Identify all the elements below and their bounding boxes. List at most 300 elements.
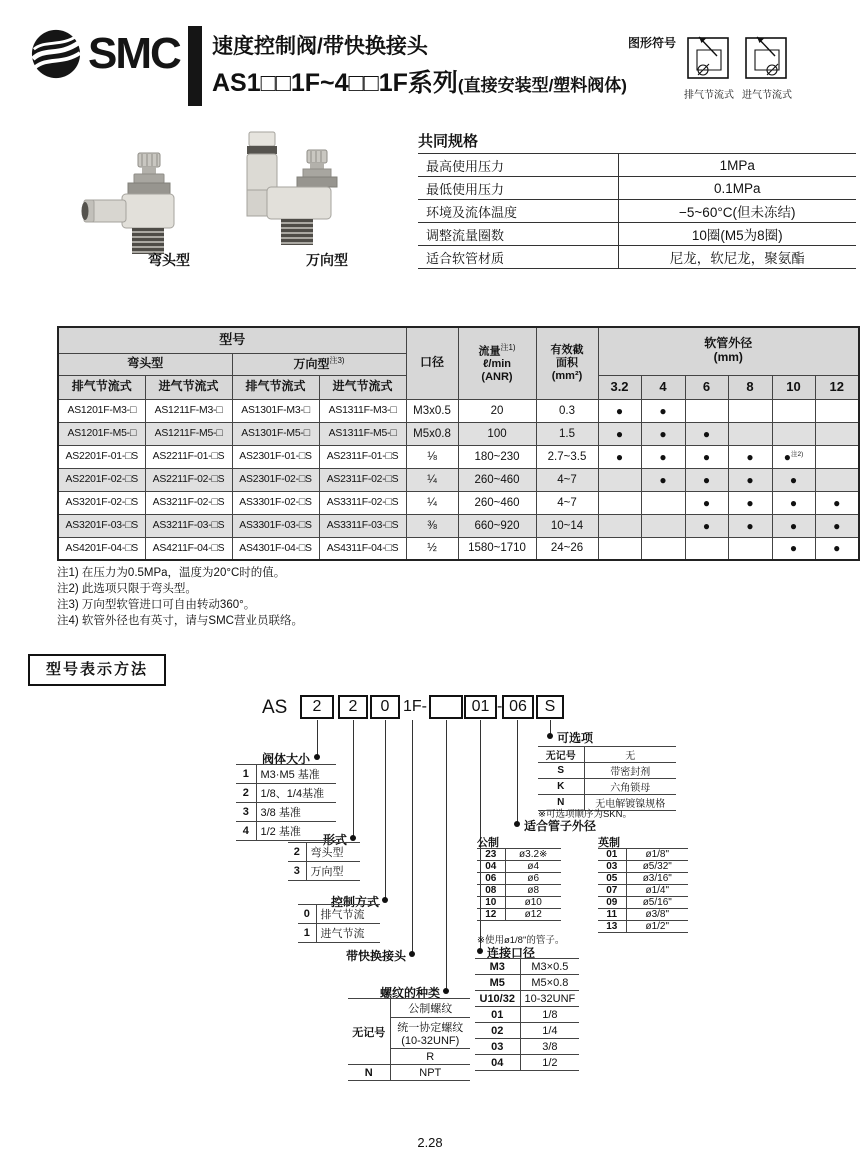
bullet-icon — [314, 754, 320, 760]
note-line: 注3) 万向型软管进口可自由转动360°。 — [57, 599, 256, 611]
tube-dot-cell — [772, 514, 815, 537]
code-cell: 1 — [298, 924, 316, 943]
tube-dot-cell — [728, 445, 772, 468]
option-row — [288, 843, 360, 862]
spec-label-cell: 适合软管材质 — [418, 246, 618, 269]
option-row — [538, 779, 676, 795]
callout-valve-size-label: 阀体大小 — [261, 752, 310, 766]
spec-row — [418, 177, 856, 200]
model-number: AS1311F-M3-□ — [319, 399, 406, 422]
dot-icon: ● — [659, 472, 667, 487]
tube-dot-cell — [685, 468, 728, 491]
option-row — [477, 849, 561, 861]
desc-cell: ø4 — [505, 861, 561, 873]
flow-word: 流量 — [478, 345, 501, 358]
dot-icon: ● — [659, 403, 667, 418]
tube-dot-cell — [641, 445, 685, 468]
note-line: 注1) 在压力为0.5MPa，温度为20°C时的值。 — [57, 567, 286, 579]
dot-icon: ● — [746, 495, 754, 510]
header-tube-od — [598, 327, 859, 375]
thread-type-table — [348, 998, 470, 1081]
tube-dot-cell — [641, 537, 685, 560]
dot-icon: ● — [615, 403, 624, 418]
tube-metric-note: ※使用ø1/8"的管子。 — [477, 935, 565, 946]
tube-inch-table — [598, 848, 688, 933]
code-box-form: 2 — [338, 695, 368, 719]
desc-cell: 带密封剂 — [584, 763, 676, 779]
option-row — [477, 873, 561, 885]
code-cell: 04 — [475, 1055, 520, 1071]
connector-line — [353, 720, 355, 838]
title-block — [212, 30, 627, 99]
desc-cell: ø10 — [505, 897, 561, 909]
tube-dot-cell — [598, 468, 641, 491]
tube-dot-cell — [815, 422, 859, 445]
tube-dot-cell — [598, 491, 641, 514]
desc-cell: ø1/8" — [626, 849, 688, 861]
desc-cell: 弯头型 — [306, 843, 360, 862]
option-row — [538, 747, 676, 763]
symbol-intake-caption: 进气节流式 — [742, 90, 793, 101]
model-number: AS2211F-02-□S — [145, 468, 232, 491]
notes-list — [57, 565, 303, 629]
spec-row — [418, 246, 856, 269]
model-number: AS3211F-02-□S — [145, 491, 232, 514]
code-cell: M3 — [475, 959, 520, 975]
desc-cell: 进气节流 — [316, 924, 380, 943]
header-exhaust-2: 排气节流式 — [232, 375, 319, 399]
dot-icon: ● — [783, 450, 791, 464]
code-cell: U10/32 — [475, 991, 520, 1007]
tube-dot-cell — [728, 537, 772, 560]
code-cell: 02 — [475, 1023, 520, 1039]
dot-icon: ● — [702, 449, 711, 464]
desc-cell: 统一协定螺纹(10-32UNF) — [390, 1018, 470, 1049]
code-cell: 2 — [236, 784, 256, 803]
option-row — [538, 763, 676, 779]
model-number: AS2301F-02-□S — [232, 468, 319, 491]
dot-icon: ● — [833, 541, 841, 556]
model-number: AS1201F-M5-□ — [58, 422, 145, 445]
dot-icon: ● — [789, 541, 798, 556]
code-cell: N — [538, 795, 584, 811]
code-cell: 03 — [475, 1039, 520, 1055]
dot-icon: ● — [615, 449, 624, 464]
logo-text: SMC — [88, 29, 180, 78]
header-area — [536, 327, 598, 399]
tube-dot-cell — [815, 514, 859, 537]
bore-cell: ⅜ — [406, 514, 458, 537]
area-word-1: 有效截 — [550, 344, 584, 357]
model-number: AS1301F-M5-□ — [232, 422, 319, 445]
callout-port-label: 连接口径 — [487, 946, 536, 960]
option-row — [598, 885, 688, 897]
tube-od-word: 软管外径 — [704, 336, 753, 351]
spec-value-cell: 10圈(M5为8圈) — [618, 223, 856, 246]
tube-dot-cell — [815, 491, 859, 514]
tube-dot-cell — [772, 491, 815, 514]
common-specs-table — [418, 153, 856, 269]
smc-logo — [30, 28, 180, 80]
header-model: 型号 — [58, 327, 406, 353]
symbol-exhaust-caption: 排气节流式 — [684, 90, 735, 101]
option-row — [475, 991, 579, 1007]
symbol-exhaust — [684, 30, 734, 101]
spec-label-cell: 最低使用压力 — [418, 177, 618, 200]
ordering-section-title: 型号表示方法 — [28, 654, 166, 686]
header-intake-2: 进气节流式 — [319, 375, 406, 399]
bore-cell: M3x0.5 — [406, 399, 458, 422]
desc-cell: 1/2 基准 — [256, 822, 336, 841]
spec-value-cell: 0.1MPa — [618, 177, 856, 200]
dot-icon: ● — [702, 426, 711, 441]
bullet-icon — [409, 951, 415, 957]
connector-line — [412, 720, 414, 954]
dot-icon: ● — [702, 495, 711, 510]
model-number: AS1211F-M5-□ — [145, 422, 232, 445]
code-cell: 10 — [477, 897, 505, 909]
desc-cell: ø5/16" — [626, 897, 688, 909]
connector-line — [385, 720, 387, 900]
code-cell: 3 — [236, 803, 256, 822]
header-size-4: 4 — [641, 375, 685, 399]
tube-dot-cell — [685, 399, 728, 422]
code-cell: M5 — [475, 975, 520, 991]
exhaust-throttle-symbol-icon — [686, 30, 732, 84]
model-row — [58, 468, 859, 491]
dot-icon: ● — [659, 426, 667, 441]
tube-dot-cell — [815, 445, 859, 468]
tube-dot-cell — [685, 445, 728, 468]
flow-cell: 180~230 — [458, 445, 536, 468]
area-cell: 2.7~3.5 — [536, 445, 598, 468]
desc-cell: ø1/2" — [626, 921, 688, 933]
flow-anr: (ANR) — [481, 370, 513, 383]
options-note: ※可选项顺序为SKN。 — [538, 809, 632, 820]
tube-dot-cell — [728, 491, 772, 514]
connector-line — [517, 720, 519, 824]
option-row — [288, 862, 360, 881]
model-number: AS4201F-04-□S — [58, 537, 145, 560]
desc-cell: 1/8、1/4基准 — [256, 784, 336, 803]
bore-cell: ½ — [406, 537, 458, 560]
option-row — [475, 975, 579, 991]
tube-od-unit: (mm) — [713, 350, 743, 365]
dot-icon: ● — [789, 495, 798, 510]
header-intake-1: 进气节流式 — [145, 375, 232, 399]
universal-note-sup: 注3) — [329, 356, 345, 366]
option-row — [477, 897, 561, 909]
page-number: 2.28 — [417, 1135, 443, 1150]
option-row — [598, 861, 688, 873]
header-bore: 口径 — [406, 327, 458, 399]
area-cell: 10~14 — [536, 514, 598, 537]
header-size-8: 8 — [728, 375, 772, 399]
desc-cell: M3×0.5 — [520, 959, 579, 975]
model-number: AS4311F-04-□S — [319, 537, 406, 560]
tube-dot-cell — [685, 514, 728, 537]
spec-row — [418, 200, 856, 223]
tube-dot-cell — [772, 537, 815, 560]
common-specs-title: 共同规格 — [418, 133, 479, 150]
header-size-3-2: 3.2 — [598, 375, 641, 399]
model-number: AS3201F-02-□S — [58, 491, 145, 514]
code-cell: 无记号 — [538, 747, 584, 763]
bore-cell: M5x0.8 — [406, 422, 458, 445]
dot-icon: ● — [702, 472, 711, 487]
desc-cell: 3/8 基准 — [256, 803, 336, 822]
code-box-option: S — [536, 695, 564, 719]
code-cell: 23 — [477, 849, 505, 861]
common-specs-body — [418, 154, 856, 269]
product-label-elbow: 弯头型 — [148, 252, 190, 268]
code-box-thread — [429, 695, 463, 719]
intake-throttle-symbol-icon — [744, 30, 790, 84]
spec-row — [418, 223, 856, 246]
area-word-2: 面积 — [556, 356, 579, 369]
desc-cell: ø3/16" — [626, 873, 688, 885]
model-number: AS4301F-04-□S — [232, 537, 319, 560]
tube-dot-cell — [685, 491, 728, 514]
option-row — [598, 873, 688, 885]
desc-cell: ø6 — [505, 873, 561, 885]
dot-icon: ● — [659, 449, 667, 464]
option-row — [475, 959, 579, 975]
tube-dot-cell — [598, 514, 641, 537]
spec-label-cell: 环境及流体温度 — [418, 200, 618, 223]
model-row — [58, 445, 859, 468]
desc-cell: ø3.2※ — [505, 849, 561, 861]
model-number: AS2311F-02-□S — [319, 468, 406, 491]
bore-cell: ⅛ — [406, 445, 458, 468]
series-word: 系列 — [407, 69, 458, 97]
code-prefix: AS — [262, 697, 288, 718]
desc-cell: 1/8 — [520, 1007, 579, 1023]
code-cell: 3 — [288, 862, 306, 881]
desc-cell: 3/8 — [520, 1039, 579, 1055]
symbol-intake — [742, 30, 792, 101]
desc-cell: 无电解镀镍规格 — [584, 795, 676, 811]
code-box-size: 2 — [300, 695, 334, 719]
tube-dot-cell — [772, 422, 815, 445]
model-row — [58, 422, 859, 445]
tube-dot-cell — [685, 422, 728, 445]
area-cell: 4~7 — [536, 468, 598, 491]
product-photo-elbow — [72, 150, 222, 265]
area-cell: 24~26 — [536, 537, 598, 560]
desc-cell: M3·M5 基准 — [256, 765, 336, 784]
header-size-12: 12 — [815, 375, 859, 399]
option-row — [475, 1007, 579, 1023]
tube-dot-cell — [641, 514, 685, 537]
valve-size-table — [236, 764, 336, 841]
code-fixed-1f: 1F- — [403, 698, 427, 715]
header-flow — [458, 327, 536, 399]
product-label-universal: 万向型 — [306, 252, 348, 268]
model-number: AS3301F-02-□S — [232, 491, 319, 514]
form-table — [288, 842, 360, 881]
desc-cell: 1/4 — [520, 1023, 579, 1039]
option-row — [475, 1039, 579, 1055]
option-row — [475, 1055, 579, 1071]
tube-dot-cell — [772, 468, 815, 491]
tube-dot-cell — [685, 537, 728, 560]
model-table — [57, 326, 860, 561]
code-cell: 2 — [288, 843, 306, 862]
desc-cell: 排气节流 — [316, 905, 380, 924]
callout-fitting-label: 带快换接头 — [345, 949, 406, 963]
spec-row — [418, 154, 856, 177]
option-row — [475, 1023, 579, 1039]
desc-cell: NPT — [390, 1065, 470, 1081]
desc-cell: 万向型 — [306, 862, 360, 881]
model-number: AS4211F-04-□S — [145, 537, 232, 560]
code-cell: 01 — [598, 849, 626, 861]
option-row — [477, 861, 561, 873]
desc-cell: R — [390, 1049, 470, 1065]
flow-note-sup: 注1) — [500, 342, 516, 352]
header-divider-bar — [188, 26, 202, 106]
dot-icon: ● — [746, 518, 754, 533]
dot-icon: ● — [789, 518, 798, 533]
bore-cell: ¼ — [406, 468, 458, 491]
tube-dot-cell — [772, 399, 815, 422]
dot-icon: ● — [746, 449, 754, 464]
code-cell: N — [348, 1065, 390, 1081]
desc-cell: M5×0.8 — [520, 975, 579, 991]
code-box-control: 0 — [370, 695, 400, 719]
option-row — [477, 909, 561, 921]
thread-row — [348, 999, 470, 1018]
spec-value-cell: 尼龙，软尼龙，聚氨酯 — [618, 246, 856, 269]
tube-dot-cell — [598, 422, 641, 445]
code-cell: 12 — [477, 909, 505, 921]
code-cell: 0 — [298, 905, 316, 924]
option-row — [236, 784, 336, 803]
callout-tube-label: 适合管子外径 — [524, 819, 597, 833]
flow-cell: 660~920 — [458, 514, 536, 537]
option-row — [598, 921, 688, 933]
model-number: AS1211F-M3-□ — [145, 399, 232, 422]
model-number: AS3211F-03-□S — [145, 514, 232, 537]
desc-cell: ø3/8" — [626, 909, 688, 921]
dot-icon: ● — [702, 518, 711, 533]
option-row — [298, 924, 380, 943]
tube-dot-cell — [598, 537, 641, 560]
series-suffix: (直接安装型/塑料阀体) — [457, 76, 627, 95]
option-row — [598, 909, 688, 921]
option-row — [236, 803, 336, 822]
bullet-icon — [350, 835, 356, 841]
dot-icon: ● — [615, 426, 624, 441]
area-cell: 1.5 — [536, 422, 598, 445]
tube-dot-cell — [815, 468, 859, 491]
desc-cell: 公制螺纹 — [390, 999, 470, 1018]
code-cell: 01 — [475, 1007, 520, 1023]
callout-control-label: 控制方式 — [330, 895, 379, 909]
flow-unit: ℓ/min — [483, 358, 512, 371]
bore-cell: ¼ — [406, 491, 458, 514]
thread-table-body — [348, 999, 470, 1081]
smc-globe-icon — [30, 28, 82, 80]
model-number: AS1311F-M5-□ — [319, 422, 406, 445]
tube-dot-cell — [728, 399, 772, 422]
model-number: AS2211F-01-□S — [145, 445, 232, 468]
tube-dot-cell — [641, 468, 685, 491]
callout-form-label: 形式 — [322, 833, 347, 847]
model-row — [58, 537, 859, 560]
page-title: 速度控制阀/带快换接头 — [212, 35, 428, 58]
universal-word: 万向型 — [293, 357, 330, 372]
model-row — [58, 514, 859, 537]
code-cell: 无记号 — [348, 999, 390, 1065]
area-cell: 4~7 — [536, 491, 598, 514]
control-table — [298, 904, 380, 943]
desc-cell: ø12 — [505, 909, 561, 921]
thread-row — [348, 1065, 470, 1081]
option-row — [236, 822, 336, 841]
tube-dot-cell — [641, 399, 685, 422]
desc-cell: 1/2 — [520, 1055, 579, 1071]
code-cell: 11 — [598, 909, 626, 921]
bullet-icon — [477, 948, 483, 954]
header-size-6: 6 — [685, 375, 728, 399]
tube-dot-cell — [598, 445, 641, 468]
tube-dot-cell — [641, 491, 685, 514]
bullet-icon — [443, 988, 449, 994]
model-number: AS3311F-02-□S — [319, 491, 406, 514]
code-cell: 09 — [598, 897, 626, 909]
tube-dot-cell — [815, 399, 859, 422]
callout-thread-label: 螺纹的种类 — [379, 986, 440, 1000]
connector-line — [317, 720, 319, 757]
header-elbow: 弯头型 — [58, 353, 232, 375]
options-table — [538, 746, 676, 811]
code-cell: 03 — [598, 861, 626, 873]
code-cell: 07 — [598, 885, 626, 897]
dot-icon: ● — [833, 518, 841, 533]
desc-cell: 无 — [584, 747, 676, 763]
bullet-icon — [547, 733, 553, 739]
model-row — [58, 399, 859, 422]
code-cell: 1 — [236, 765, 256, 784]
dot-icon: ● — [833, 495, 841, 510]
tube-dot-cell — [772, 445, 815, 468]
tube-dot-cell — [815, 537, 859, 560]
code-cell: 08 — [477, 885, 505, 897]
code-cell: S — [538, 763, 584, 779]
tube-dot-cell — [641, 422, 685, 445]
model-number: AS1301F-M3-□ — [232, 399, 319, 422]
desc-cell: ø5/32" — [626, 861, 688, 873]
area-unit: (mm²) — [551, 369, 583, 382]
code-box-tube: 06 — [502, 695, 534, 719]
desc-cell: ø1/4" — [626, 885, 688, 897]
option-row — [598, 897, 688, 909]
tube-dot-cell — [598, 399, 641, 422]
spec-label-cell: 调整流量圈数 — [418, 223, 618, 246]
desc-cell: ø8 — [505, 885, 561, 897]
code-cell: 05 — [598, 873, 626, 885]
flow-cell: 1580~1710 — [458, 537, 536, 560]
model-number: AS3311F-03-□S — [319, 514, 406, 537]
option-row — [298, 905, 380, 924]
tube-metric-table — [477, 848, 561, 921]
model-number: AS2201F-01-□S — [58, 445, 145, 468]
tube-dot-cell — [728, 422, 772, 445]
callout-options-label: 可选项 — [557, 731, 594, 745]
model-number: AS1201F-M3-□ — [58, 399, 145, 422]
